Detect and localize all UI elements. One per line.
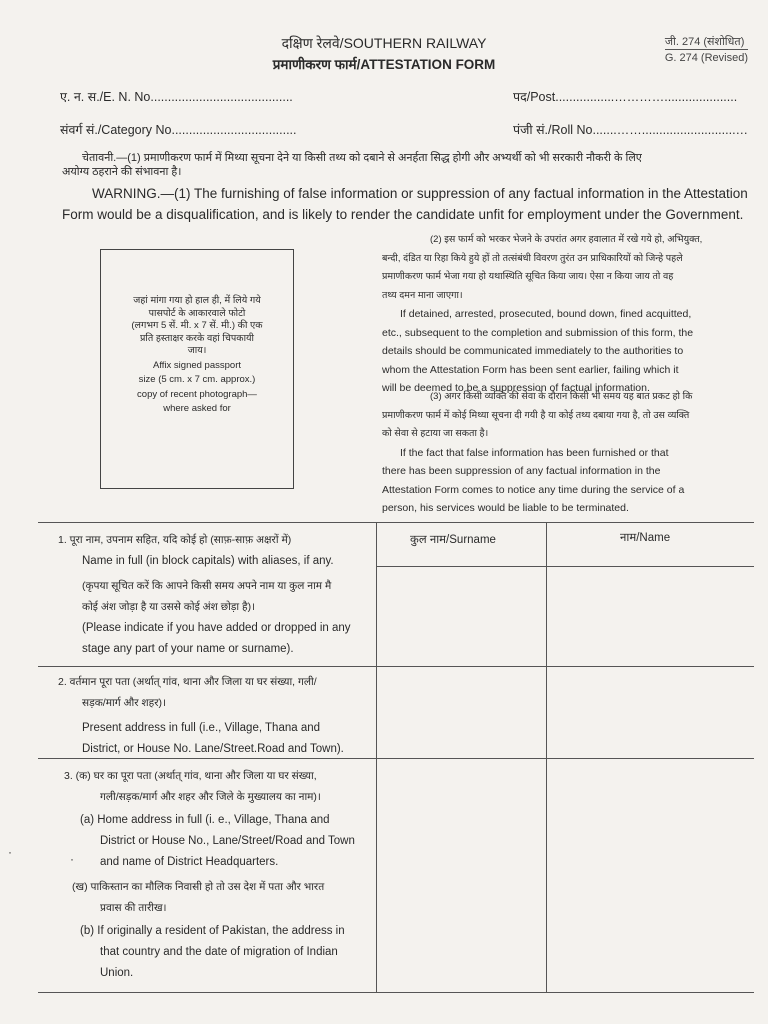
q2-en-2: District, or House No. Lane/Street.Road and Town).: [82, 743, 344, 755]
photo-en-2: size (5 cm. x 7 cm. approx.): [138, 374, 256, 385]
note2-hindi-2: बन्दी, दंडित या रिहा किये हुये हों तो तत्संबंधी विवरण तुरंत उन प्राधिकारियों को जिन्हे पहले: [382, 252, 683, 264]
question-2: [58, 672, 374, 760]
q3-hindi-4: प्रवास की तारीख।: [100, 902, 167, 914]
q1-en-2: (Please indicate if you have added or dropped in any: [82, 622, 351, 634]
q3-en-4: (b) If originally a resident of Pakistan, the address in: [80, 925, 345, 937]
photo-hindi-2: पासपोर्ट के आकारवाले फोटो: [148, 307, 246, 319]
q1-en-3: stage any part of your name or surname).: [82, 643, 294, 655]
photo-hindi-3: (लगभग 5 सें. मी. x 7 सें. मी.) की एक: [131, 320, 263, 331]
q3-en-5: that country and the date of migration of Indian: [100, 946, 338, 958]
photo-en-1: Affix signed passport: [152, 359, 241, 371]
warning-en-line1: WARNING.—(1) The furnishing of false information or suppression of any factual information in the Attestation: [92, 186, 748, 201]
roll-no-field[interactable]: पंजी सं./Roll No.......……...........................…: [513, 123, 749, 137]
note-2: [382, 231, 752, 398]
q3-en-1: (a) Home address in full (i. e., Village, Thana and: [80, 814, 330, 826]
photo-en-3: copy of recent photograph—: [137, 388, 257, 400]
question-3: [64, 766, 376, 984]
q3-hindi-2: गली/सड़क/मार्ग और शहर और जिले के मुख्यालय का नाम)।: [100, 791, 321, 803]
form-number: [665, 35, 748, 65]
note2-en-4: whom the Attestation Form has been sent earlier, failing which it: [382, 363, 679, 376]
warning-hindi-line2: अयोग्य ठहराने की संभावना है।: [62, 166, 182, 178]
q3-en-6: Union.: [100, 967, 134, 979]
note2-en-2: etc., subsequent to the completion and submission of this form, the: [382, 326, 694, 339]
form-number-revised: G. 274 (Revised): [665, 49, 748, 65]
question-1: [58, 530, 374, 660]
column-name: नाम/Name: [620, 532, 671, 544]
q3-en-2: District or House No., Lane/Street/Road and Town: [100, 835, 355, 847]
q3-home-address-input[interactable]: [377, 759, 546, 992]
q3-pakistan-address-input[interactable]: [547, 759, 754, 992]
q3-hindi-3: (ख) पाकिस्तान का मौलिक निवासी हो तो उस देश में पता और भारत: [72, 881, 325, 893]
form-number-hindi: जी. 274 (संशोधित): [664, 36, 745, 48]
q2-hindi-1: 2. वर्तमान पूरा पता (अर्थात् गांव, थाना और जिला या घर संख्या, गली/: [58, 676, 317, 688]
note3-hindi-2: प्रमाणीकरण फार्म में कोई मिथ्या सूचना दी गयी है या कोई तथ्य दबाया गया है, तो उस व्यक्ति: [382, 409, 690, 421]
q3-hindi-1: 3. (क) घर का पूरा पता (अर्थात् गांव, थाना और जिला या घर संख्या,: [64, 770, 317, 782]
note3-en-1: If the fact that false information has been furnished or that: [400, 446, 669, 459]
warning-hindi-line1: चेतावनी.—(1) प्रमाणीकरण फार्म में मिथ्या सूचना देने या किसी तथ्य को दबाने से अनर्हता सिद्ध होगी और अभ्यर्थी को भी सरकारी नौकरी के लिए: [82, 152, 642, 164]
title-line-1: दक्षिण रेलवे/SOUTHERN RAILWAY: [281, 35, 487, 51]
note3-en-4: person, his services would be liable to be terminated.: [382, 502, 629, 514]
photo-hindi-1: जहां मांगा गया हो हाल ही, में लिये गये: [133, 295, 261, 306]
title-line-2: प्रमाणीकरण फार्म/ATTESTATION FORM: [272, 57, 496, 72]
stray-mark: ·: [8, 845, 12, 859]
note2-hindi-1: (2) इस फार्म को भरकर भेजने के उपरांत अगर हवालात में रखे गये हो, अभियुक्त,: [430, 234, 703, 245]
warning-en-line2: Form would be a disqualification, and is likely to render the candidate unfit for employment under the Government.: [62, 207, 744, 222]
photo-hindi-5: जाय।: [187, 345, 207, 356]
q1-hindi-2: (कृपया सूचित करें कि आपने किसी समय अपने नाम या कुल नाम मै: [82, 580, 332, 592]
q1-hindi-1: 1. पूरा नाम, उपनाम सहित, यदि कोई हो (साफ़-साफ़ अक्षरों में): [58, 534, 292, 546]
note2-hindi-4: तथ्य दमन माना जाएगा।: [382, 289, 463, 301]
q1-en-1: Name in full (in block capitals) with aliases, if any.: [82, 555, 334, 567]
q2-hindi-2: सड़क/मार्ग और शहर)।: [82, 697, 166, 709]
photo-en-4: where asked for: [163, 403, 231, 414]
q2-address-input[interactable]: [377, 667, 754, 758]
stray-mark: ·: [70, 852, 74, 866]
column-surname: कुल नाम/Surname: [410, 534, 496, 546]
note3-en-3: Attestation Form comes to notice any time during the service of a: [382, 483, 685, 496]
note3-hindi-3: को सेवा से हटाया जा सकता है।: [382, 428, 489, 439]
photo-hindi-4: प्रति हस्ताक्षर करके वहां चिपकायी: [139, 332, 255, 344]
note2-en-5: will be deemed to be a suppression of factual information.: [382, 382, 650, 394]
category-no-field[interactable]: संवर्ग सं./Category No....................................: [60, 123, 297, 137]
table-top-border: [38, 522, 754, 523]
post-field[interactable]: पद/Post.................………….....................: [513, 90, 738, 104]
q2-en-1: Present address in full (i.e., Village, Thana and: [82, 722, 321, 734]
q3-en-3: and name of District Headquarters.: [100, 856, 279, 868]
q1-surname-input[interactable]: [377, 567, 546, 666]
note-3: [382, 388, 752, 518]
photo-box[interactable]: [100, 249, 294, 489]
table-bottom-border: [38, 992, 754, 993]
note3-en-2: there has been suppression of any factual information in the: [382, 465, 661, 477]
en-no-field[interactable]: ए. न. स./E. N. No.........................................: [60, 90, 293, 104]
note2-en-3: details should be communicated immediately to the authorities to: [382, 345, 684, 357]
q1-hindi-3: कोई अंश जोड़ा है या उससे कोई अंश छोड़ा है)।: [82, 601, 256, 613]
note2-hindi-3: प्रमाणीकरण फार्म भेजा गया हो यथास्थिति सूचित किया जाय। ऐसा न किया जाय तो वह: [382, 271, 674, 282]
q1-name-input[interactable]: [547, 567, 754, 666]
note2-en-1: If detained, arrested, prosecuted, bound down, fined acquitted,: [400, 308, 692, 320]
note3-hindi-1: (3) अगर किसी व्यक्ति की सेवा के दौरान किसी भी समय यह बात प्रकट हो कि: [430, 391, 693, 402]
